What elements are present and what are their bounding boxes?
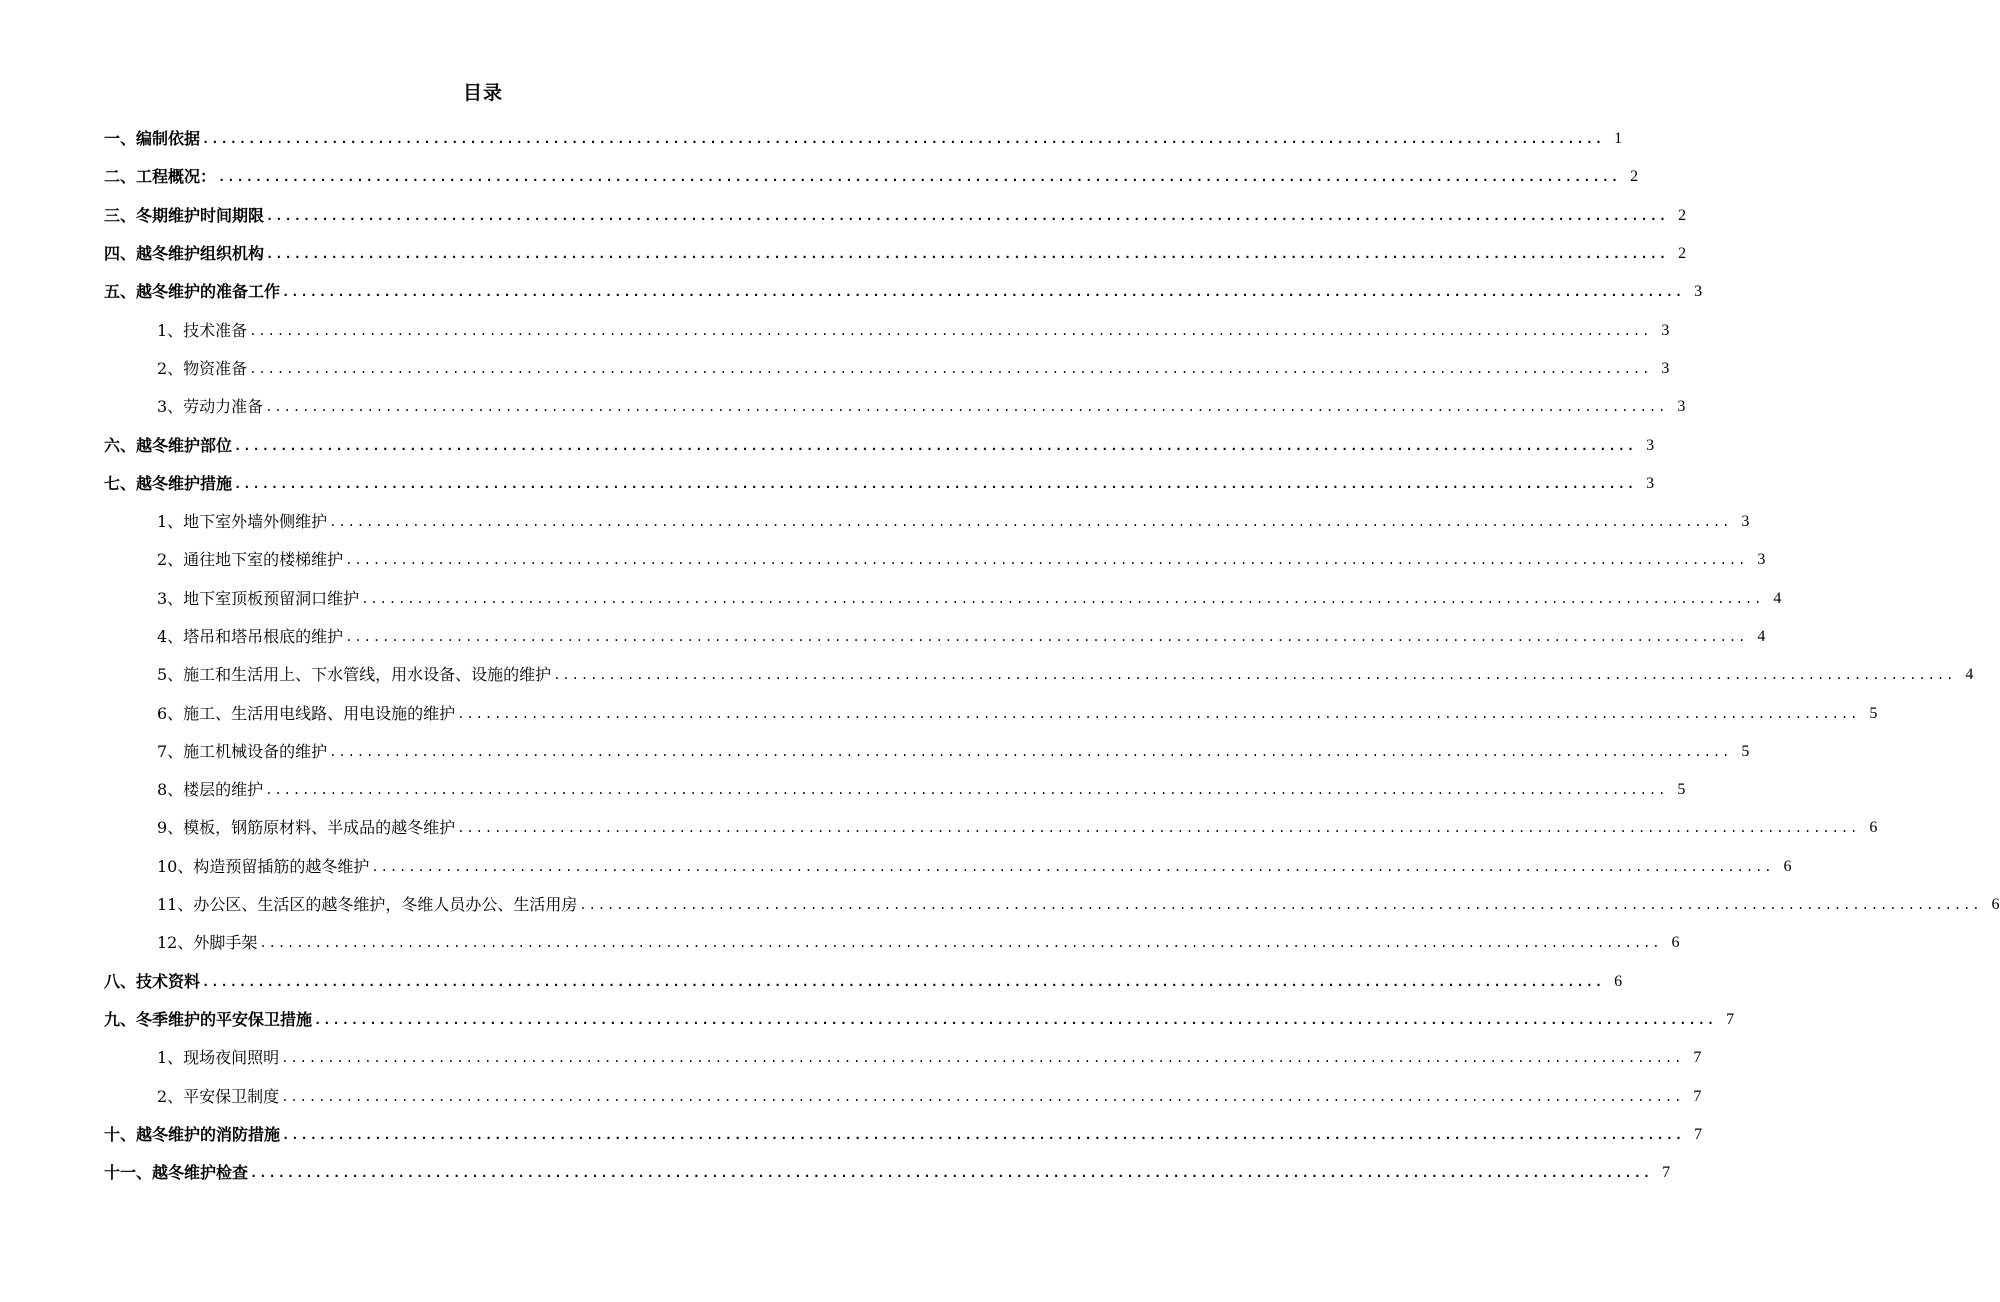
toc-entry-text: 九、冬季维护的平安保卫措施 — [104, 1009, 313, 1029]
toc-page-number: 6 — [1869, 819, 1878, 837]
toc-dot-leader: ........................................................................................................................................................ — [361, 591, 1764, 606]
toc-entry-text: 二、工程概况： — [104, 167, 217, 187]
toc-entry[interactable] — [0, 809, 1878, 847]
toc-page-number: 3 — [1661, 359, 1670, 377]
toc-list — [0, 120, 2000, 1192]
toc-dot-leader: ........................................................................................................................................................ — [202, 974, 1605, 989]
toc-entry-text: 一、编制依据 — [104, 129, 201, 149]
toc-entry[interactable] — [0, 273, 1703, 311]
toc-entry[interactable] — [0, 503, 1750, 541]
toc-page-number: 4 — [1757, 628, 1766, 645]
toc-dot-leader: ........................................................................................................................................................ — [202, 132, 1605, 147]
toc-entry[interactable] — [0, 1039, 1702, 1077]
toc-entry[interactable] — [0, 1116, 1703, 1154]
toc-entry-text: 七、越冬维护措施 — [104, 473, 233, 493]
toc-entry[interactable] — [0, 733, 1750, 771]
toc-entry-text: 5、施工和生活用上、下水管线，用水设备、设施的维护 — [157, 665, 552, 685]
toc-entry[interactable] — [0, 1077, 1702, 1115]
toc-entry-text: 3、劳动力准备 — [157, 397, 264, 417]
toc-dot-leader: ........................................................................................................................................................ — [579, 898, 1982, 913]
toc-dot-leader: ........................................................................................................................................................ — [234, 438, 1637, 453]
toc-dot-leader: ........................................................................................................................................................ — [553, 668, 1956, 683]
toc-entry-text: 12、外脚手架 — [157, 933, 258, 953]
toc-entry-text: 2、物资准备 — [157, 358, 248, 378]
toc-title: 目录 — [462, 82, 503, 104]
toc-entry[interactable] — [0, 158, 1639, 196]
toc-entry[interactable] — [0, 388, 1686, 426]
toc-dot-leader: ........................................................................................................................................................ — [457, 706, 1860, 721]
toc-entry-text: 4、塔吊和塔吊根底的维护 — [157, 627, 344, 646]
toc-entry-text: 10、构造预留插筋的越冬维护 — [157, 856, 370, 876]
toc-dot-leader: ........................................................................................................................................................ — [281, 1089, 1684, 1104]
toc-page-number: 1 — [1614, 130, 1623, 148]
toc-entry[interactable] — [0, 1154, 1671, 1192]
toc-page-number: 3 — [1677, 398, 1686, 416]
toc-entry[interactable] — [0, 580, 1782, 618]
toc-dot-leader: ........................................................................................................................................................ — [345, 553, 1748, 568]
toc-entry-text: 9、模板，钢筋原材料、半成品的越冬维护 — [157, 818, 456, 838]
toc-page-number: 6 — [1991, 896, 2000, 914]
toc-entry-text: 三、冬期维护时间期限 — [104, 205, 265, 225]
toc-entry[interactable] — [0, 886, 2000, 924]
toc-page-number: 7 — [1693, 1049, 1702, 1067]
toc-entry[interactable] — [0, 963, 1623, 1001]
toc-entry[interactable] — [0, 120, 1623, 158]
toc-entry-text: 6、施工、生活用电线路、用电设施的维护 — [157, 703, 456, 723]
toc-entry-text: 8、楼层的维护 — [157, 780, 264, 800]
toc-page-number: 4 — [1773, 589, 1782, 607]
toc-entry-text: 7、施工机械设备的维护 — [157, 741, 328, 761]
toc-entry-text: 十一、越冬维护检查 — [104, 1163, 249, 1183]
toc-page-number: 2 — [1630, 168, 1639, 186]
toc-dot-leader: ........................................................................................................................................................ — [266, 247, 1669, 262]
toc-entry[interactable] — [0, 618, 1766, 656]
toc-page-number: 7 — [1726, 1010, 1735, 1028]
toc-dot-leader: ........................................................................................................................................................ — [314, 1012, 1717, 1027]
toc-entry-text: 五、越冬维护的准备工作 — [104, 282, 281, 302]
toc-entry[interactable] — [0, 311, 1670, 349]
toc-page-number: 3 — [1741, 513, 1750, 531]
toc-dot-leader: ........................................................................................................................................................ — [282, 285, 1685, 300]
toc-entry-text: 1、现场夜间照明 — [157, 1048, 280, 1068]
toc-page-number: 5 — [1677, 781, 1686, 799]
toc-page-number: 2 — [1678, 245, 1687, 263]
toc-page-number: 2 — [1678, 206, 1687, 224]
toc-entry-text: 11、办公区、生活区的越冬维护，冬维人员办公、生活用房 — [157, 895, 578, 915]
toc-entry[interactable] — [0, 924, 1680, 962]
toc-entry[interactable] — [0, 656, 1974, 694]
toc-dot-leader: ........................................................................................................................................................ — [329, 515, 1732, 530]
toc-dot-leader: ........................................................................................................................................................ — [371, 859, 1774, 874]
toc-entry-text: 六、越冬维护部位 — [104, 435, 233, 455]
toc-entry[interactable] — [0, 426, 1655, 464]
toc-page-number: 6 — [1783, 857, 1792, 875]
toc-page-number: 3 — [1646, 474, 1655, 492]
toc-page-number: 7 — [1662, 1164, 1671, 1182]
toc-entry[interactable] — [0, 771, 1686, 809]
toc-page-number: 3 — [1646, 436, 1655, 454]
toc-page-number: 7 — [1693, 1087, 1702, 1105]
toc-page-number: 7 — [1694, 1125, 1703, 1143]
toc-entry-text: 1、地下室外墙外侧维护 — [157, 512, 328, 532]
toc-entry-text: 四、越冬维护组织机构 — [104, 244, 265, 264]
toc-page-number: 4 — [1965, 666, 1974, 684]
toc-entry-text: 3、地下室顶板预留洞口维护 — [157, 588, 360, 608]
toc-page-number: 5 — [1741, 742, 1750, 760]
toc-entry[interactable] — [0, 235, 1687, 273]
toc-entry[interactable] — [0, 694, 1878, 732]
toc-dot-leader: ........................................................................................................................................................ — [457, 821, 1860, 836]
toc-page-number: 6 — [1671, 934, 1680, 952]
toc-dot-leader: ........................................................................................................................................................ — [259, 936, 1662, 951]
toc-entry[interactable] — [0, 350, 1670, 388]
toc-dot-leader: ........................................................................................................................................................ — [234, 476, 1637, 491]
toc-dot-leader: ........................................................................................................................................................ — [329, 744, 1732, 759]
toc-entry-text: 十、越冬维护的消防措施 — [104, 1124, 281, 1144]
toc-dot-leader: ........................................................................................................................................................ — [249, 361, 1652, 376]
toc-dot-leader: ........................................................................................................................................................ — [282, 1127, 1685, 1142]
toc-entry[interactable] — [0, 848, 1792, 886]
toc-dot-leader: ........................................................................................................................................................ — [266, 208, 1669, 223]
toc-entry-text: 八、技术资料 — [104, 971, 201, 991]
toc-dot-leader: ........................................................................................................................................................ — [218, 170, 1621, 185]
toc-page-number: 6 — [1614, 972, 1623, 990]
toc-dot-leader: ........................................................................................................................................................ — [265, 400, 1668, 415]
toc-entry[interactable] — [0, 465, 1655, 503]
toc-page-number: 3 — [1661, 321, 1670, 339]
toc-entry-text: 2、平安保卫制度 — [157, 1086, 280, 1106]
toc-entry-text: 1、技术准备 — [157, 320, 248, 340]
toc-dot-leader: ........................................................................................................................................................ — [281, 1051, 1684, 1066]
toc-dot-leader: ........................................................................................................................................................ — [345, 630, 1748, 644]
toc-entry[interactable] — [0, 197, 1687, 235]
toc-dot-leader: ........................................................................................................................................................ — [265, 783, 1668, 798]
toc-page-number: 5 — [1869, 704, 1878, 722]
toc-dot-leader: ........................................................................................................................................................ — [250, 1166, 1653, 1181]
toc-entry[interactable] — [0, 541, 1766, 579]
toc-page-number: 3 — [1757, 551, 1766, 569]
toc-entry-text: 2、通往地下室的楼梯维护 — [157, 550, 344, 570]
toc-entry[interactable] — [0, 1001, 1735, 1039]
toc-page-number: 3 — [1694, 283, 1703, 301]
toc-dot-leader: ........................................................................................................................................................ — [249, 323, 1652, 338]
